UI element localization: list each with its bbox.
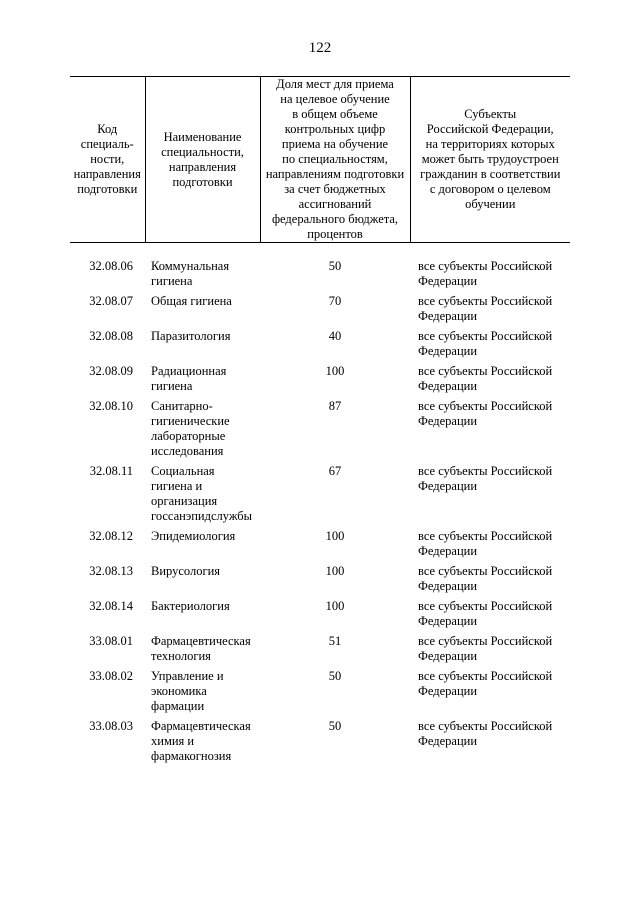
row-code: 32.08.13 <box>89 564 133 578</box>
row-subjects: все субъекты Российской Федерации <box>418 529 553 558</box>
row-code: 32.08.08 <box>89 329 133 343</box>
row-subjects: все субъекты Российской Федерации <box>418 669 553 698</box>
row-code: 32.08.12 <box>89 529 133 543</box>
row-code: 32.08.07 <box>89 294 133 308</box>
table-row <box>70 564 570 599</box>
table-row <box>70 634 570 669</box>
row-share: 100 <box>325 599 345 613</box>
row-name: Эпидемиология <box>151 529 236 543</box>
header-subjects: Субъекты Российской Федерации, на территориях которых может быть трудоустроен гражданин в соответствии с договором о целевом обучении <box>410 77 570 243</box>
row-code: 33.08.03 <box>89 719 133 733</box>
row-code: 33.08.02 <box>89 669 133 683</box>
row-code: 32.08.06 <box>89 259 133 273</box>
row-share: 50 <box>328 669 342 683</box>
row-name: Радиационная гигиена <box>151 364 227 393</box>
row-share: 70 <box>328 294 342 308</box>
row-subjects: все субъекты Российской Федерации <box>418 634 553 663</box>
row-subjects: все субъекты Российской Федерации <box>418 329 553 358</box>
row-code: 32.08.10 <box>89 399 133 413</box>
row-name: Управление и экономика фармации <box>151 669 224 713</box>
row-name: Фармацевтическая технология <box>151 634 251 663</box>
table-row <box>70 294 570 329</box>
table-row <box>70 669 570 719</box>
row-share: 40 <box>328 329 342 343</box>
row-code: 33.08.01 <box>89 634 133 648</box>
table-body <box>70 243 570 770</box>
row-name: Коммунальная гигиена <box>151 259 230 288</box>
row-share: 51 <box>328 634 342 648</box>
header-row <box>70 77 570 243</box>
row-name: Санитарно- гигиенические лабораторные исследования <box>151 399 230 458</box>
page-number: 122 <box>308 40 332 56</box>
row-subjects: все субъекты Российской Федерации <box>418 294 553 323</box>
table-row <box>70 529 570 564</box>
row-name: Вирусология <box>151 564 221 578</box>
row-share: 50 <box>328 259 342 273</box>
row-subjects: все субъекты Российской Федерации <box>418 259 553 288</box>
table-row <box>70 364 570 399</box>
table-row <box>70 719 570 769</box>
row-name: Социальная гигиена и организация госсанэпидслужбы <box>151 464 253 523</box>
row-subjects: все субъекты Российской Федерации <box>418 564 553 593</box>
row-share: 100 <box>325 529 345 543</box>
row-name: Бактериология <box>151 599 230 613</box>
row-share: 50 <box>328 719 342 733</box>
header-code: Код специаль- ности, направления подготовки <box>70 77 145 243</box>
row-code: 32.08.11 <box>89 464 133 478</box>
table-header <box>70 77 570 243</box>
table-row <box>70 243 570 295</box>
header-share: Доля мест для приема на целевое обучение в общем объеме контрольных цифр приема на обучение по специальностям, направлениям подготовки за счет бюджетных ассигнований федерального бюджета, процентов <box>260 77 410 243</box>
header-name: Наименование специальности, направления подготовки <box>145 77 260 243</box>
table-row <box>70 464 570 529</box>
row-subjects: все субъекты Российской Федерации <box>418 719 553 748</box>
row-code: 32.08.09 <box>89 364 133 378</box>
table-row <box>70 599 570 634</box>
row-name: Общая гигиена <box>151 294 232 308</box>
row-name: Фармацевтическая химия и фармакогнозия <box>151 719 251 763</box>
row-share: 100 <box>325 564 345 578</box>
specialties-table <box>70 76 570 769</box>
row-share: 67 <box>328 464 342 478</box>
row-share: 100 <box>325 364 345 378</box>
row-subjects: все субъекты Российской Федерации <box>418 399 553 428</box>
row-share: 87 <box>328 399 342 413</box>
row-subjects: все субъекты Российской Федерации <box>418 599 553 628</box>
row-subjects: все субъекты Российской Федерации <box>418 364 553 393</box>
row-code: 32.08.14 <box>89 599 133 613</box>
row-name: Паразитология <box>151 329 231 343</box>
row-subjects: все субъекты Российской Федерации <box>418 464 553 493</box>
table-row <box>70 399 570 464</box>
table-row <box>70 329 570 364</box>
